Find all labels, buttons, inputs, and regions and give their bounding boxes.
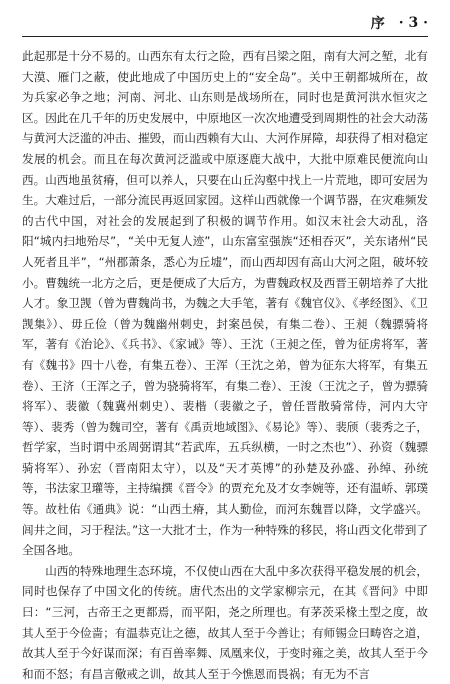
page-header bbox=[371, 12, 428, 34]
page-number: · 3 · bbox=[398, 15, 428, 31]
paragraph-continued: 此起那是十分不易的。山西东有太行之险，西有吕梁之阻，南有大河之堑，北有大漠、雁门之蔽，使此地成了中国历史上的“安全岛”。关中王朝都城所在，故为兵家必争之地；河南、河北、山东则是战场所在，同时也是黄河洪水恒灾之区。因此在几千年的历史发展中，中原地区一次次地遭受到周期性的社会大动荡与黄河大泛滥的冲击、摧毁，而山西赖有大山、大河作屏障，却获得了相对稳定发展的机会。而且在每次黄河泛滥或中原逐鹿大战中，大批中原难民便流向山西。山西地虽贫瘠，但可以养人，只要在山丘沟壑中找上一片荒地，即可安居为生。大难过后，一部分流民再返回家园。这样山西就像一个调节器，在灾难频发的古代中国，对社会的发展起到了积极的调节作用。如汉末社会大动乱，洛阳“城内扫地殆尽”，“关中无复人迹”，山东富室强族“还相吞灭”，关东诸州“民人死者且半”，“州郡萧条，悉心为丘墟”，而山西却因有高山大河之阻，破坏较小。曹魏统一北方之后，更是便成了大后方，为曹魏政权及西晋王朝培养了大批人才。象卫觊（曾为曹魏尚书，为魏之大手笔，著有《魏官仪》、《孝经图》、《卫觊集》）、毋丘俭（曾为魏幽州刺史，封案邑侯，有集二卷）、王昶（魏骠骑将军，著有《治论》、《兵书》、《家诫》等）、王沈（王昶之侄，曾为征虏将军，著有《魏书》四十八卷，有集五卷）、王浑（王沈之弟，曾为征东大将军，有集五卷）、王济（王浑之子，曾为骁骑将军，有集二卷）、王浚（王沈之子，曾为骠骑将军）、裴徽（魏冀州刺史）、裴楷（裴徽之子，曾任晋散骑常侍，河内大守等）、裴秀（曾为魏司空，著有《禹贡地域图》、《易论》等）、裴颀（裴秀之子，哲学家，当时谓中丞周弼谓其“若武库，五兵纵横，一时之杰也”）、孙资（魏骠骑将军）、孙宏（晋南阳太守），以及“天才英博”的孙楚及孙盛、孙绰、孙统等，书法家卫瓘等，主持编撰《晋令》的贾充允及才女李婉等，还有温峤、郭璞等。故杜佑《通典》说：“山西土瘠，其人勤俭，而河东魏晋以降，文学盛兴。闾井之间，习于程法。”这一大批才士，作为一种特殊的移民，将山西文化带到了全国各地。 bbox=[22, 49, 428, 558]
section-title: 序 bbox=[370, 16, 385, 32]
paragraph: 山西的特殊地理生态环境，不仅使山西在大乱中多次获得平稳发展的机会，同时也保存了中国文化的传统。唐代杰出的文学家柳宗元，在其《晋问》中即曰：“三河，古帝王之更都焉，而平阳，尧之所理也。有茅茨采椽土型之度，故其人至于今俭啬；有温恭克让之德，故其人至于今善让；有师锡佥曰畴咨之道，故其人至于今好谋而深；有百兽率舞、凤凰来仪，于变时雍之美，故其人至于今和而不怒；有昌言儆戒之训，故其人至于今憔恩而畏祸；有无为不言 bbox=[22, 563, 428, 681]
header-divider bbox=[22, 36, 428, 37]
body-text bbox=[22, 46, 428, 684]
